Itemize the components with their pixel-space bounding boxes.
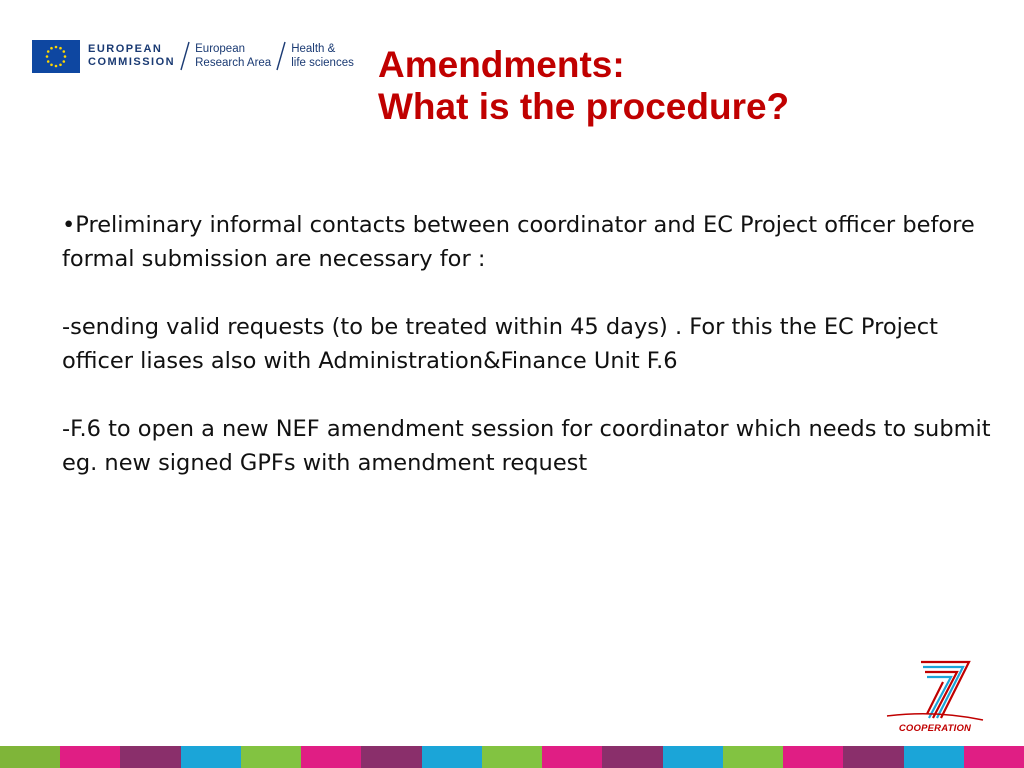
color-bar-segment [482, 746, 542, 768]
color-bar-segment [241, 746, 301, 768]
cooperation-label: COOPERATION [898, 723, 972, 734]
european-research-area-wordmark [195, 42, 271, 70]
title-line-2: What is the procedure? [378, 86, 790, 127]
color-bar-segment [783, 746, 843, 768]
era-line-1: European [195, 43, 245, 55]
hls-line-2: life sciences [291, 57, 354, 69]
paragraph-gap [62, 276, 1007, 310]
paragraph-gap [62, 378, 1007, 412]
health-life-sciences-wordmark [291, 42, 354, 70]
slide-body [62, 208, 1007, 480]
color-bar-segment [120, 746, 180, 768]
color-bar-segment [904, 746, 964, 768]
body-paragraph-1: •Preliminary informal contacts between coordinator and EC Project officer before formal submission are necessary for : [62, 212, 975, 272]
era-line-2: Research Area [195, 57, 272, 69]
color-bar-segment [301, 746, 361, 768]
color-bar-segment [0, 746, 60, 768]
body-paragraph-2: -sending valid requests (to be treated within 45 days) . For this the EC Project officer liases also with Administration&Finance Unit F.6 [62, 314, 938, 374]
color-bar-segment [663, 746, 723, 768]
fp7-seven-icon [883, 658, 987, 722]
fp7-cooperation-logo [883, 658, 987, 738]
eu-flag-icon [32, 40, 80, 73]
title-line-1: Amendments: [378, 44, 625, 85]
divider-slash-icon [179, 40, 191, 72]
color-bar-segment [542, 746, 602, 768]
color-bar-segment [723, 746, 783, 768]
ec-line-2: COMMISSION [88, 56, 176, 68]
color-bar-segment [422, 746, 482, 768]
color-bar-segment [964, 746, 1024, 768]
hls-line-1: Health & [291, 43, 336, 55]
slide-title [378, 44, 789, 128]
ec-line-1: EUROPEAN [88, 43, 163, 55]
european-commission-wordmark [88, 43, 175, 69]
color-bar-segment [843, 746, 903, 768]
color-bar-segment [361, 746, 421, 768]
bottom-color-bar [0, 746, 1024, 768]
color-bar-segment [181, 746, 241, 768]
header-logos [32, 38, 354, 74]
color-bar-segment [60, 746, 120, 768]
body-paragraph-3: -F.6 to open a new NEF amendment session for coordinator which needs to submit eg. new signed GPFs with amendment request [62, 416, 991, 476]
divider-slash-icon [275, 40, 287, 72]
color-bar-segment [602, 746, 662, 768]
